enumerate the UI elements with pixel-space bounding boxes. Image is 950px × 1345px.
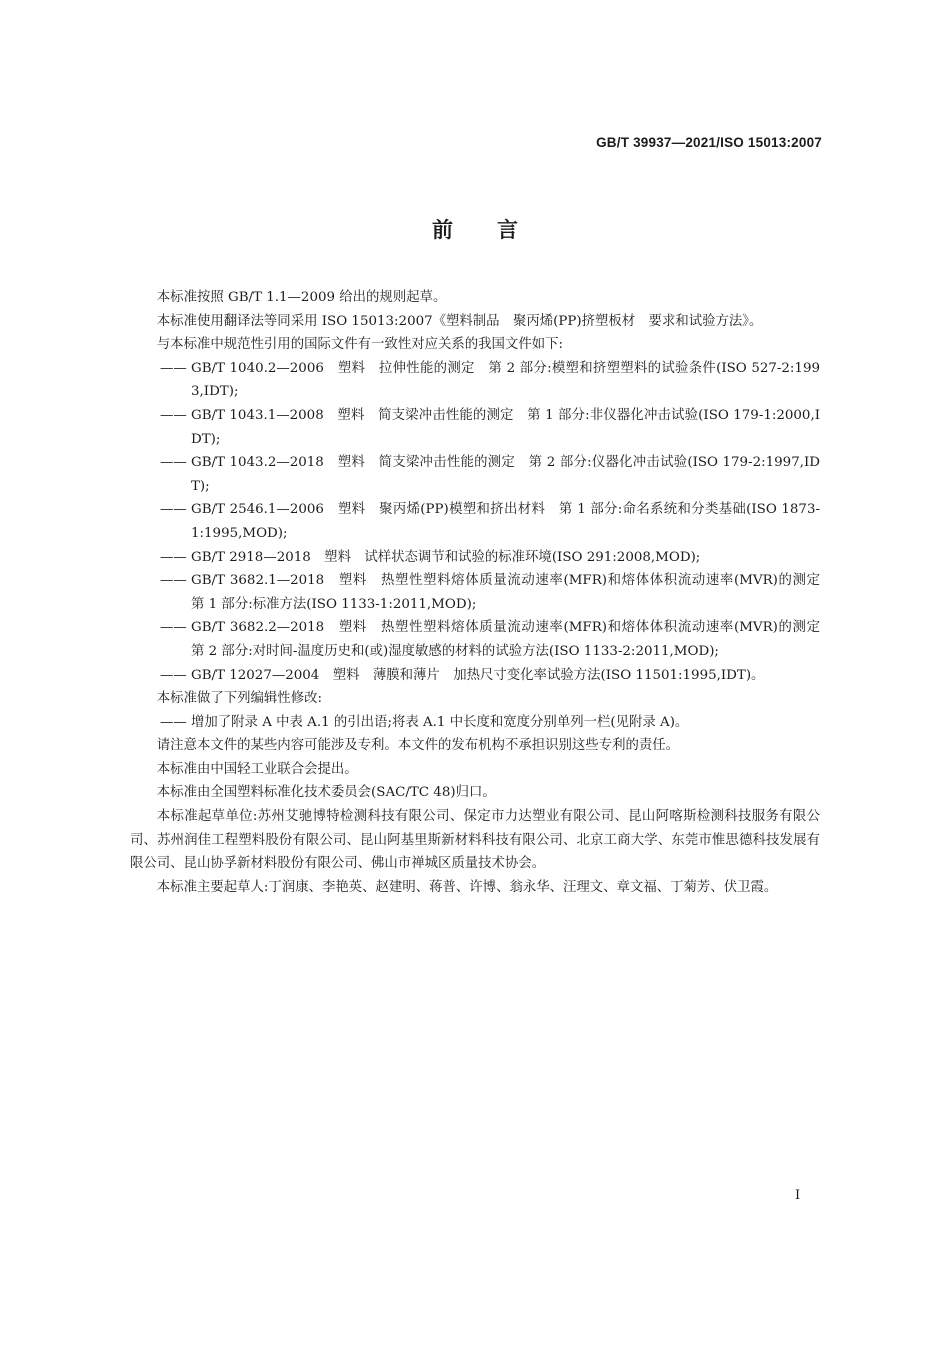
paragraph-under-jurisdiction: 本标准由全国塑料标准化技术委员会(SAC/TC 48)归口。: [156, 785, 496, 801]
reference-text: GB/T 1040.2—2006 塑料 拉伸性能的测定 第 2 部分:模塑和挤塑塑料的试验条件(ISO 527-2:1993,IDT);: [191, 360, 820, 400]
paragraph-proposed-by: 本标准由中国轻工业联合会提出。: [156, 761, 358, 777]
reference-text: GB/T 12027—2004 塑料 薄膜和薄片 加热尺寸变化率试验方法(ISO 11501:1995,IDT)。: [191, 667, 765, 683]
reference-text: GB/T 2918—2018 塑料 试样状态调节和试验的标准环境(ISO 291:2008,MOD);: [191, 549, 701, 565]
reference-item: [130, 498, 820, 545]
reference-text: GB/T 1043.1—2008 塑料 简支梁冲击性能的测定 第 1 部分:非仪器化冲击试验(ISO 179-1:2000,IDT);: [191, 407, 820, 447]
paragraph-main-drafters: 本标准主要起草人:丁润康、李艳英、赵建明、蒋普、许博、翁永华、汪理文、章文福、丁菊芳、伏卫霞。: [156, 879, 778, 895]
standard-number: GB/T 39937—2021/ISO 15013:2007: [596, 135, 822, 150]
dash: ——: [160, 360, 187, 376]
paragraph-adoption: 本标准使用翻译法等同采用 ISO 15013:2007《塑料制品 聚丙烯(PP)挤塑板材 要求和试验方法》。: [156, 313, 763, 329]
reference-item: [130, 451, 820, 498]
title-char-2: 言: [497, 218, 518, 242]
editorial-item: [130, 711, 820, 735]
dash: ——: [160, 455, 187, 471]
reference-text: GB/T 3682.1—2018 塑料 热塑性塑料熔体质量流动速率(MFR)和熔体体积流动速率(MVR)的测定 第 1 部分:标准方法(ISO 1133-1:2011,MOD);: [191, 573, 834, 612]
reference-item: [130, 616, 834, 663]
dash: ——: [160, 407, 187, 423]
dash: ——: [160, 573, 187, 589]
reference-item: [130, 357, 820, 404]
reference-item: [130, 664, 820, 688]
dash: ——: [160, 714, 187, 730]
dash: ——: [160, 502, 187, 518]
page-title: [0, 214, 950, 244]
dash: ——: [160, 667, 187, 683]
dash: ——: [160, 549, 187, 565]
reference-text: GB/T 3682.2—2018 塑料 热塑性塑料熔体质量流动速率(MFR)和熔体体积流动速率(MVR)的测定 第 2 部分:对时间-温度历史和(或)湿度敏感的材料的试验方法(ISO 1133-2:2011,MOD);: [191, 620, 834, 659]
paragraph-references-intro: 与本标准中规范性引用的国际文件有一致性对应关系的我国文件如下:: [156, 337, 564, 353]
page-number: I: [795, 1188, 801, 1203]
reference-item: [130, 546, 820, 570]
title-char-1: 前: [432, 218, 453, 242]
paragraph-patent-notice: 请注意本文件的某些内容可能涉及专利。本文件的发布机构不承担识别这些专利的责任。: [156, 738, 680, 754]
paragraph-editorial-heading: 本标准做了下列编辑性修改:: [156, 691, 322, 707]
paragraph-drafting-units: 本标准起草单位:苏州艾驰博特检测科技有限公司、保定市力达塑业有限公司、昆山阿喀斯检测科技服务有限公司、苏州润佳工程塑料股份有限公司、昆山阿基里斯新材料科技有限公司、北京工商大学、东莞市惟思德科技发展有限公司、昆山协孚新材料股份有限公司、佛山市禅城区质量技术协会。: [130, 809, 820, 872]
reference-item: [130, 404, 820, 451]
foreword-body: [130, 286, 834, 899]
reference-text: GB/T 1043.2—2018 塑料 简支梁冲击性能的测定 第 2 部分:仪器化冲击试验(ISO 179-2:1997,IDT);: [191, 455, 820, 494]
editorial-text: 增加了附录 A 中表 A.1 的引出语;将表 A.1 中长度和宽度分别单列一栏(见附录 A)。: [191, 714, 689, 730]
paragraph-drafting-rules: 本标准按照 GB/T 1.1—2009 给出的规则起草。: [156, 290, 447, 305]
reference-item: [130, 569, 834, 616]
dash: ——: [160, 620, 187, 636]
reference-text: GB/T 2546.1—2006 塑料 聚丙烯(PP)模塑和挤出材料 第 1 部分:命名系统和分类基础(ISO 1873-1:1995,MOD);: [191, 502, 820, 541]
